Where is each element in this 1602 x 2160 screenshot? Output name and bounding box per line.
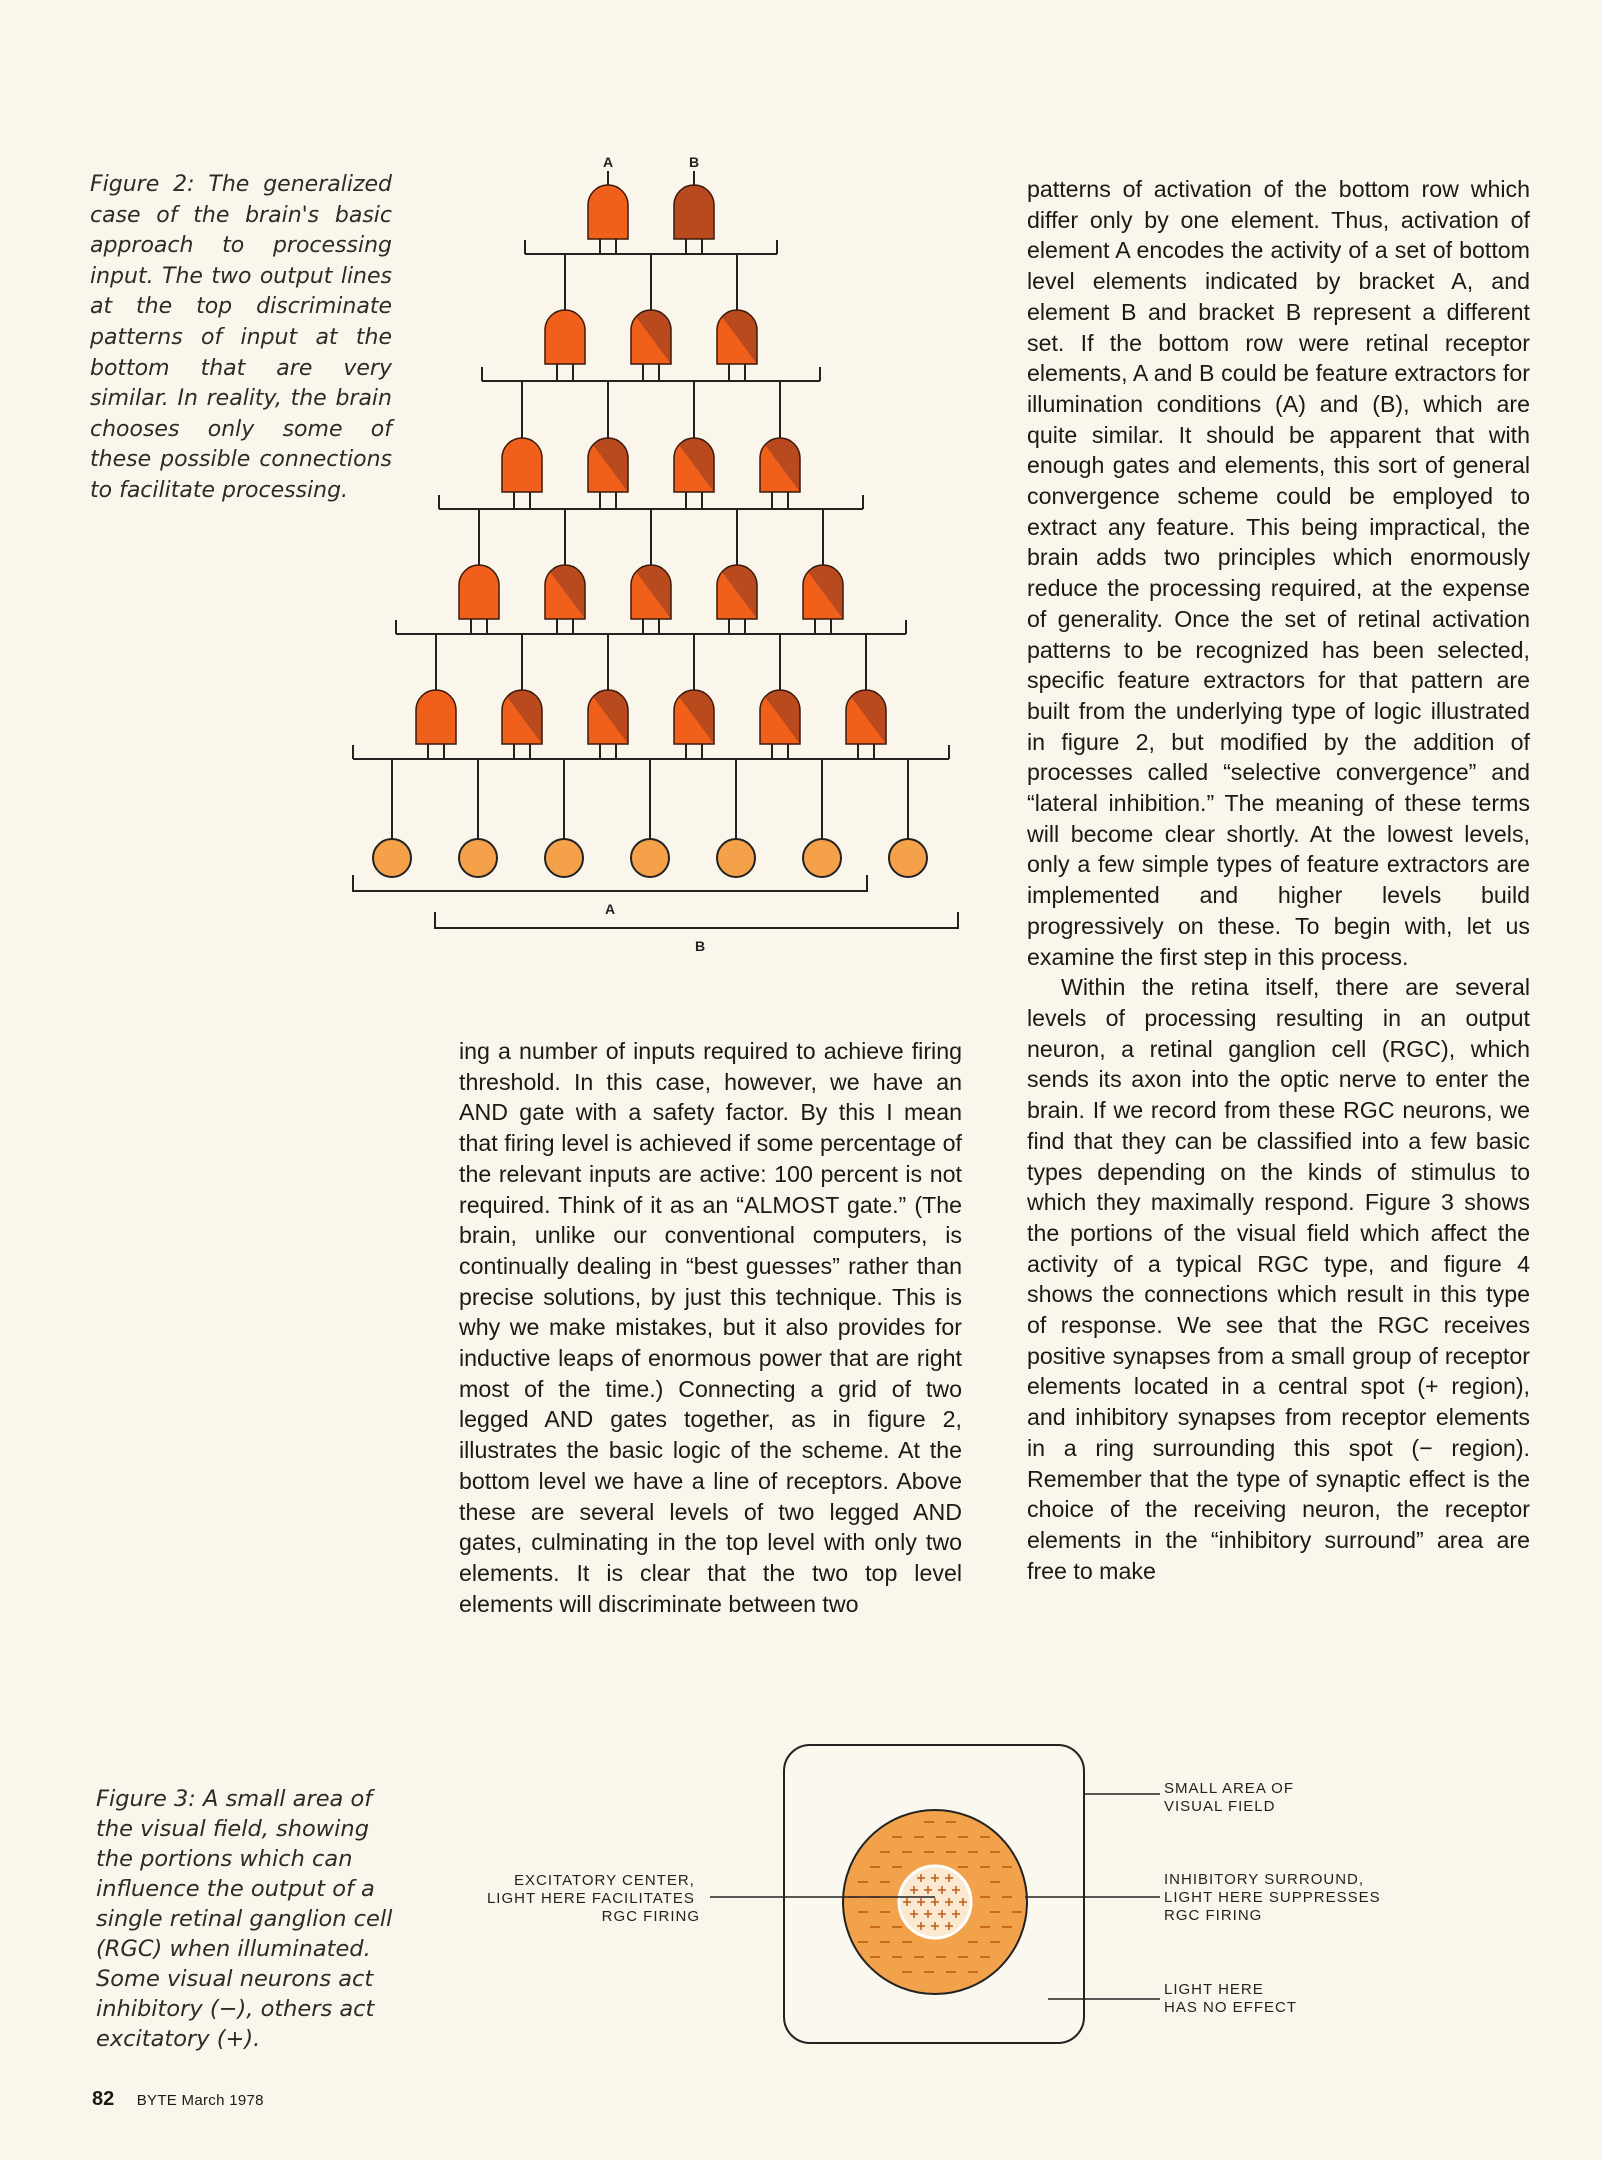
and-gate	[717, 310, 757, 364]
and-gate	[717, 565, 757, 619]
small-area-label-2: VISUAL FIELD	[1164, 1798, 1276, 1815]
article-right-column	[1027, 174, 1530, 1586]
no-effect-label-2: HAS NO EFFECT	[1164, 1999, 1298, 2016]
journal-name: BYTE March 1978	[136, 2092, 264, 2109]
figure-3-receptive-field-diagram	[440, 1735, 1440, 2055]
surround-label-2: LIGHT HERE SUPPRESSES	[1164, 1889, 1381, 1906]
and-gate	[502, 438, 542, 492]
center-label-3: RGC FIRING	[601, 1908, 700, 1925]
and-gate	[760, 690, 800, 744]
receptor-element	[717, 839, 755, 877]
and-gate	[545, 310, 585, 364]
small-area-label-1: SMALL AREA OF	[1164, 1780, 1294, 1797]
bracket-b-label: B	[694, 938, 706, 954]
and-gate	[631, 565, 671, 619]
receptor-element	[631, 839, 669, 877]
bracket-a	[353, 875, 867, 891]
figure-2-gate-diagram	[330, 145, 990, 965]
and-gate	[588, 438, 628, 492]
article-middle-column	[459, 1036, 962, 1619]
bracket-a-label: A	[604, 901, 616, 917]
page-footer	[92, 2088, 264, 2111]
and-gate	[674, 185, 714, 239]
receptor-element	[545, 839, 583, 877]
and-gate	[760, 438, 800, 492]
right-paragraph-1: patterns of activation of the bottom row which differ only by one element. Thus, activation of element A encodes the activity of a set of bottom level elements indicated by bracket A, and element B and bracket B represent a different set. If the bottom row were retinal receptor elements, A and B could be feature extractors for illumination conditions (A) and (B), which are quite similar. It should be apparent that with enough gates and elements, this sort of general convergence scheme could be employed to extract any feature. This being impractical, the brain adds two principles which enormously reduce the processing required, at the expense of generality. Once the set of retinal activation patterns to be recognized has been selected, specific feature extractors for that pattern are built from the underlying type of logic illustrated in figure 2, but modified by the addition of processes called “selective convergence” and “lateral inhibition.” The meaning of these terms will become clear shortly. At the lowest levels, only a few simple types of feature extractors are implemented and higher levels build progressively on these. To begin with, let us examine the first step in this process.	[1027, 176, 1530, 970]
no-effect-label-1: LIGHT HERE	[1164, 1981, 1264, 1998]
right-paragraph-2: Within the retina itself, there are several levels of processing resulting in an output neuron, a retinal ganglion cell (RGC), which sends its axon into the optic nerve to enter the brain. If we record from these RGC neurons, we find that they can be classified into a few basic types depending on the kinds of stimulus to which they maximally respond. Figure 3 shows the portions of the visual field which affect the activity of a typical RGC type, and figure 4 shows the connections which result in this type of response. We see that the RGC receives positive synapses from a small group of receptor elements located in a central spot (+ region), and inhibitory synapses from receptor elements in a ring surrounding this spot (− region). Remember that the type of synaptic effect is the choice of the receiving neuron, the receptor elements in the “inhibitory surround” area are free to make	[1027, 974, 1530, 1584]
receptor-element	[803, 839, 841, 877]
surround-label-1: INHIBITORY SURROUND,	[1164, 1871, 1365, 1888]
and-gate	[545, 565, 585, 619]
svg-text:LIGHT HERE HAS NO EFFECT	[1164, 1981, 1297, 2016]
and-gate	[502, 690, 542, 744]
and-gate	[416, 690, 456, 744]
surround-label-3: RGC FIRING	[1164, 1907, 1263, 1924]
and-gate	[803, 565, 843, 619]
figure-3-caption: Figure 3: A small area of the visual field, showing the portions which can influence the output of a single retinal ganglion cell (RGC) when illuminated. Some visual neurons act inhibitory (−), others act excitatory (+).	[96, 1786, 393, 2052]
figure-2-caption: Figure 2: The generalized case of the brain's basic approach to processing input. The two output lines at the top discriminate patterns of input at the bottom that are very similar. In reality, the brain chooses only some of these possible connections to facilitate processing.	[90, 172, 392, 503]
center-label-1: EXCITATORY CENTER,	[514, 1872, 695, 1889]
svg-text:SMALL AREA OF VISUAL FIELD	[1164, 1780, 1299, 1815]
receptor-element	[459, 839, 497, 877]
middle-paragraph: ing a number of inputs required to achieve firing threshold. In this case, however, we have an AND gate with a safety factor. By this I mean that firing level is achieved if some percentage of the relevant inputs are active: 100 percent is not required. Think of it as an “ALMOST gate.” (The brain, unlike our conventional computers, is continually dealing in “best guesses” rather than precise solutions, by just this technique. This is why we make mistakes, but it also provides for inductive leaps of enormous power that are right most of the time.) Connecting a grid of two legged AND gates together, as in figure 2, illustrates the basic logic of the scheme. At the bottom level we have a line of receptors. Above these are several levels of two legged AND gates, culminating in the top level with only two elements. It is clear that the two top level elements will discriminate between two	[459, 1038, 962, 1617]
center-label-2: LIGHT HERE FACILITATES	[486, 1890, 695, 1907]
and-gate	[588, 690, 628, 744]
and-gate	[674, 438, 714, 492]
receptor-element	[373, 839, 411, 877]
and-gate	[631, 310, 671, 364]
label-top-a: A	[602, 154, 614, 170]
receptor-element	[889, 839, 927, 877]
svg-text:INHIBITORY SURROUND, LIGHT	[1164, 1871, 1386, 1924]
and-gate	[459, 565, 499, 619]
bracket-b	[435, 912, 958, 928]
and-gate	[588, 185, 628, 239]
svg-text:EXCITATORY CENTER, LIGHT H	[487, 1872, 700, 1925]
and-gate	[674, 690, 714, 744]
and-gate	[846, 690, 886, 744]
label-top-b: B	[688, 154, 700, 170]
page-number: 82	[92, 2088, 115, 2110]
